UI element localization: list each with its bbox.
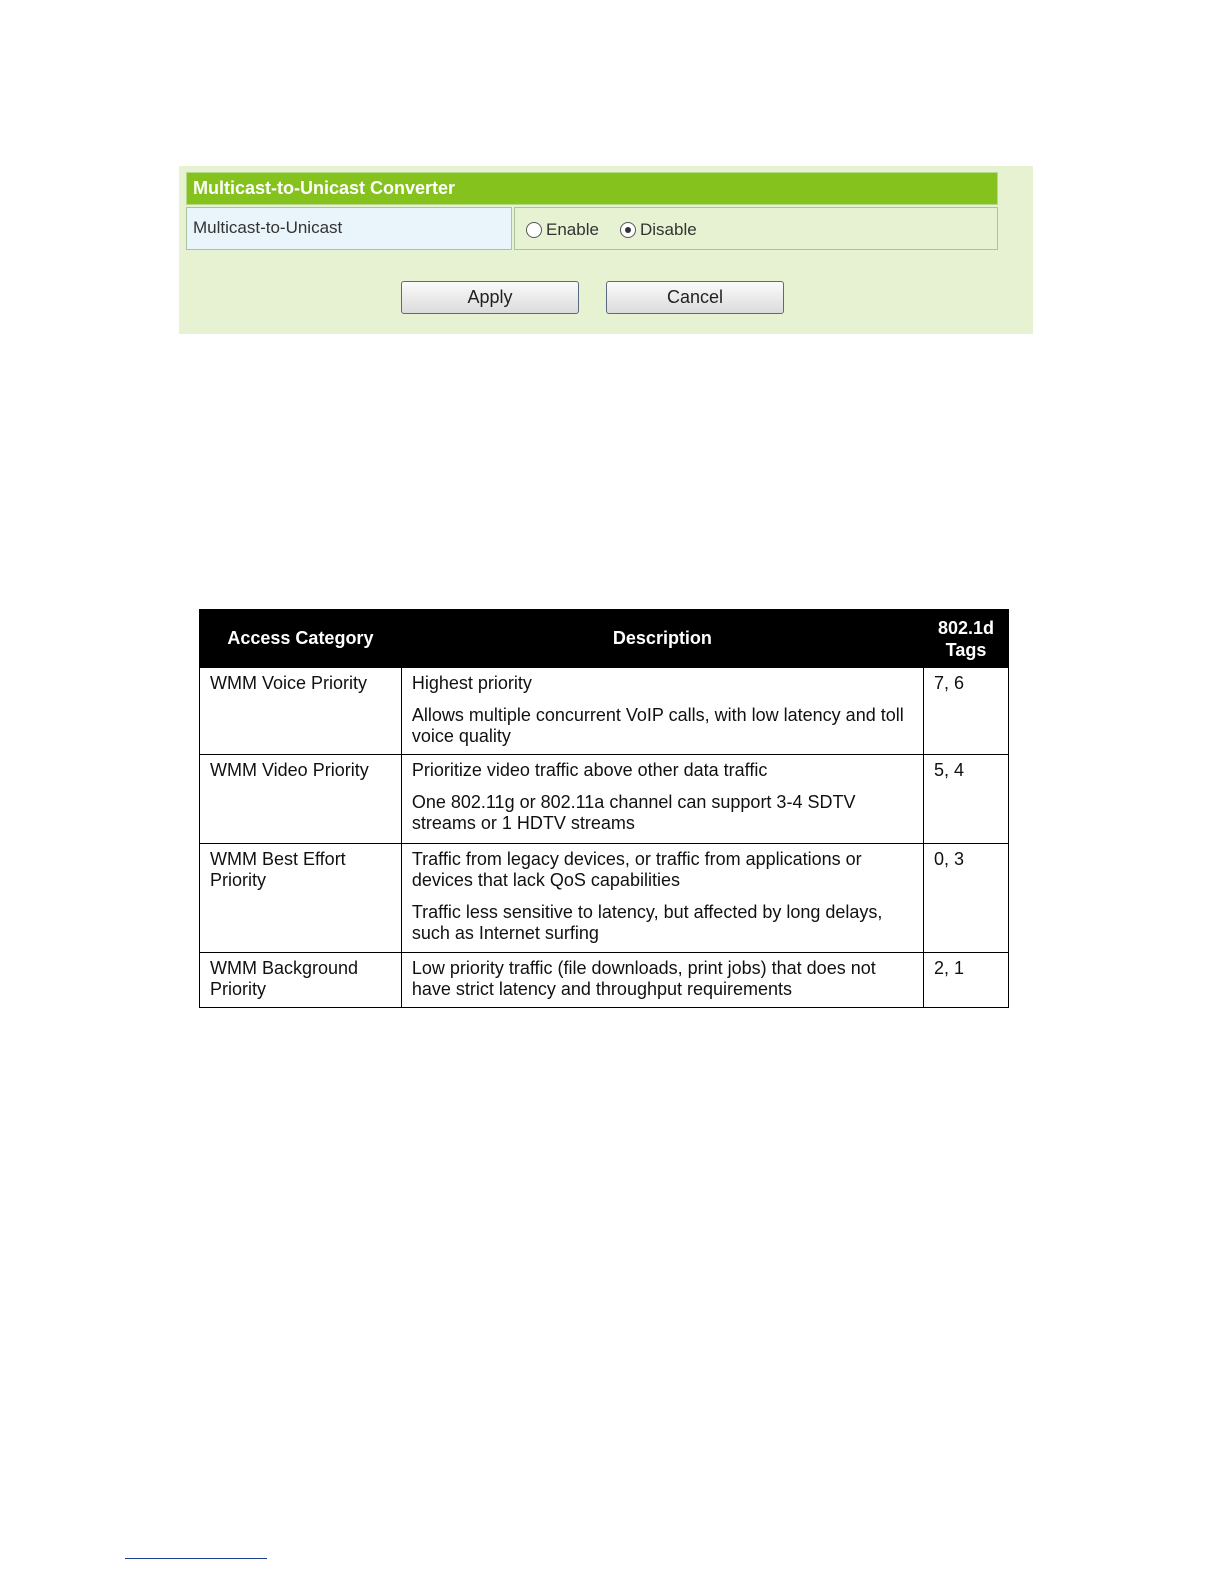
- tags-cell: 7, 6: [924, 668, 1009, 755]
- multicast-row-label: Multicast-to-Unicast: [186, 207, 512, 250]
- tags-cell: 5, 4: [924, 755, 1009, 844]
- table-row: [200, 844, 1009, 953]
- wmm-access-category-table: [199, 609, 1009, 1008]
- description-line: Traffic less sensitive to latency, but affected by long delays, such as Internet surfing: [411, 902, 883, 943]
- column-header-tags: 802.1d Tags: [924, 610, 1009, 668]
- column-header-access-category: Access Category: [200, 610, 402, 668]
- panel-header: Multicast-to-Unicast Converter: [186, 172, 998, 205]
- category-cell: WMM Video Priority: [200, 755, 402, 844]
- category-cell: WMM Background Priority: [200, 953, 402, 1008]
- footnote-rule: [125, 1558, 267, 1559]
- cancel-button[interactable]: Cancel: [606, 281, 784, 314]
- enable-radio[interactable]: [526, 220, 599, 240]
- description-cell: [401, 755, 923, 844]
- table-row: [200, 668, 1009, 755]
- table-header-row: [200, 610, 1009, 668]
- description-cell: [401, 844, 923, 953]
- multicast-settings-panel: [179, 166, 1033, 334]
- description-line: Prioritize video traffic above other data traffic: [411, 760, 768, 780]
- enable-radio-circle[interactable]: [526, 222, 542, 238]
- description-cell: [401, 668, 923, 755]
- disable-radio[interactable]: [620, 220, 697, 240]
- description-line: Low priority traffic (file downloads, print jobs) that does not have strict latency and throughput requirements: [411, 958, 876, 999]
- enable-radio-label: Enable: [546, 220, 599, 239]
- apply-button[interactable]: Apply: [401, 281, 579, 314]
- description-line: One 802.11g or 802.11a channel can support 3-4 SDTV streams or 1 HDTV streams: [411, 792, 856, 833]
- disable-radio-label: Disable: [640, 220, 697, 239]
- table-row: [200, 953, 1009, 1008]
- category-cell: WMM Best Effort Priority: [200, 844, 402, 953]
- disable-radio-circle[interactable]: [620, 222, 636, 238]
- multicast-options: [514, 207, 998, 250]
- description-cell: [401, 953, 923, 1008]
- tags-cell: 2, 1: [924, 953, 1009, 1008]
- multicast-row: [186, 207, 998, 250]
- category-cell: WMM Voice Priority: [200, 668, 402, 755]
- tags-cell: 0, 3: [924, 844, 1009, 953]
- table-row: [200, 755, 1009, 844]
- description-line: Traffic from legacy devices, or traffic from applications or devices that lack QoS capabilities: [411, 849, 862, 890]
- description-line: Allows multiple concurrent VoIP calls, with low latency and toll voice quality: [411, 705, 904, 746]
- description-line: Highest priority: [411, 673, 532, 693]
- column-header-description: Description: [401, 610, 923, 668]
